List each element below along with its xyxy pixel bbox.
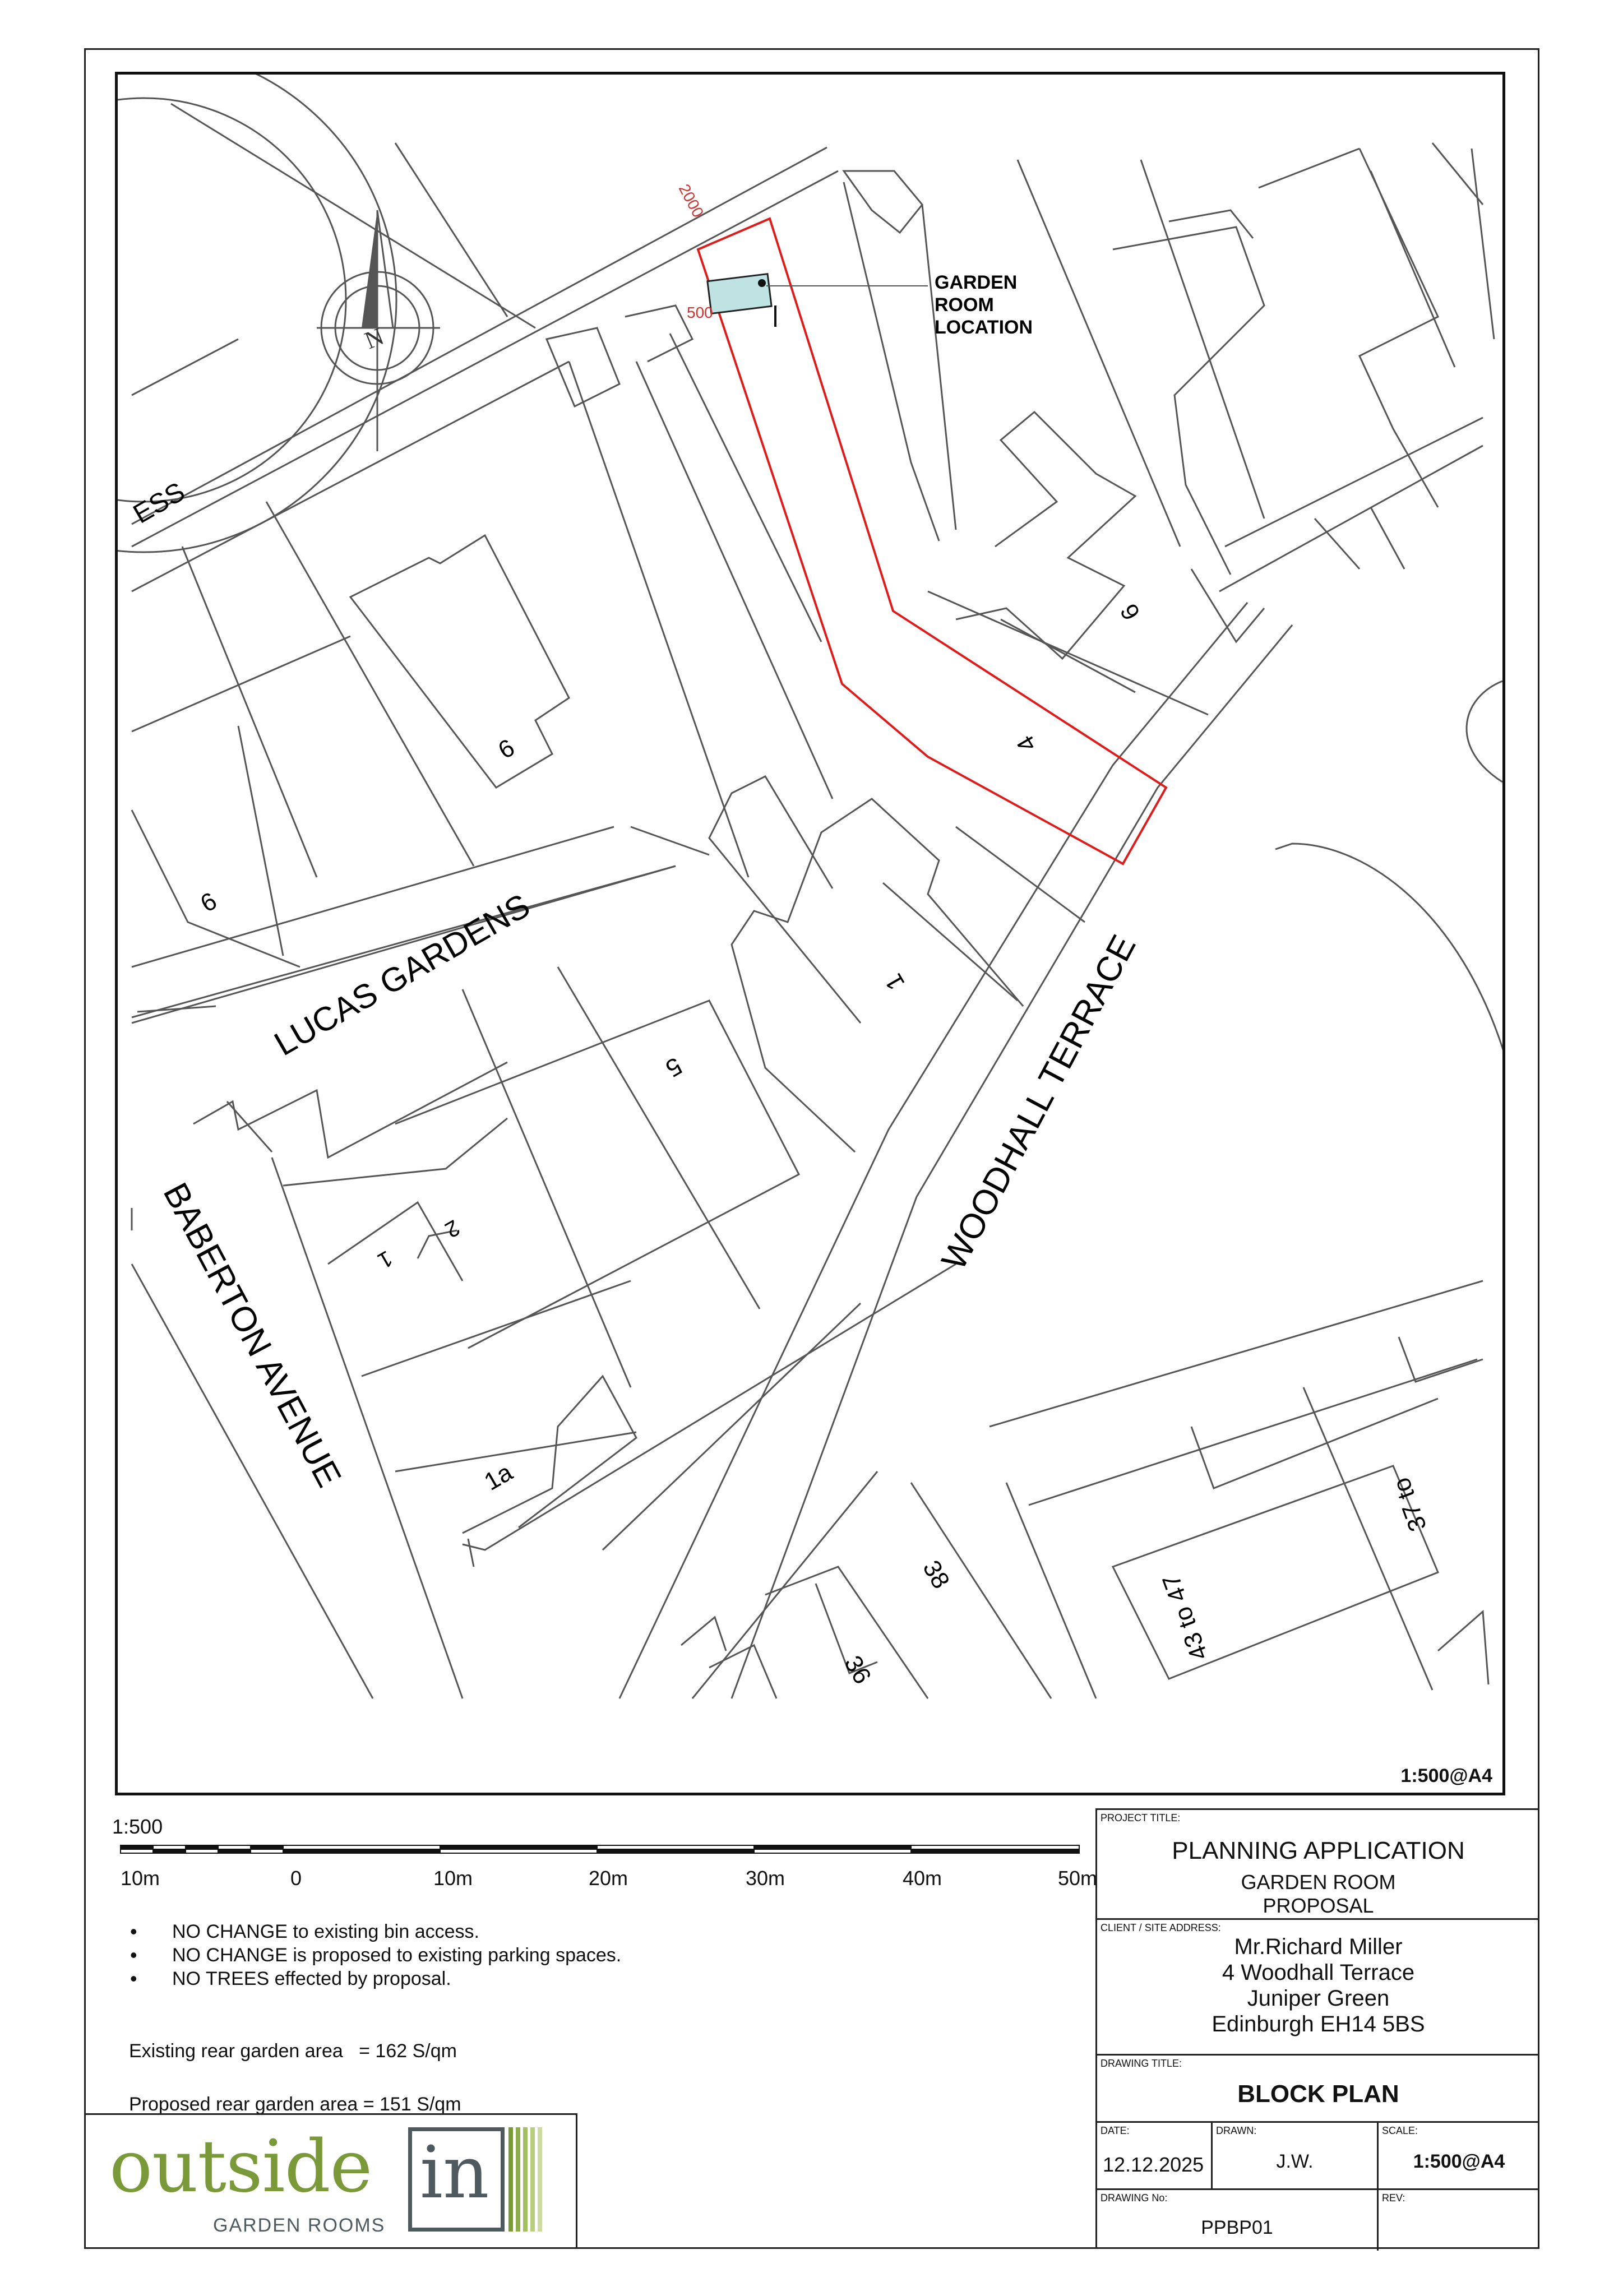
house-number: 9 [195, 886, 221, 918]
logo-stripes-icon [508, 2127, 542, 2232]
address-line: Juniper Green [1247, 1986, 1390, 2011]
logo-in-box [408, 2127, 505, 2232]
house-number: 43 to 47 [1157, 1571, 1214, 1664]
house-number: 1 [879, 969, 910, 995]
scale-label: 10m [120, 1867, 160, 1890]
tb-caption: PROJECT TITLE: [1101, 1812, 1181, 1823]
existing-garden-area: Existing rear garden area = 162 S/qm [129, 2040, 457, 2062]
tb-caption: DATE: [1101, 2125, 1130, 2136]
address-line: 4 Woodhall Terrace [1222, 1960, 1415, 1985]
house-number: 1 [373, 1246, 397, 1274]
project-title-sub: PROPOSAL [1263, 1894, 1374, 1917]
scale-label: 40m [902, 1867, 942, 1890]
scale-ratio: 1:500 [112, 1815, 163, 1838]
tb-caption: DRAWING TITLE: [1101, 2058, 1182, 2069]
dim-width: 2000 [675, 181, 708, 220]
company-logo [84, 2113, 577, 2249]
note-item: • NO CHANGE to existing bin access. [129, 1920, 621, 1943]
dim-depth: 500 [687, 304, 713, 321]
tb-caption: DRAWN: [1216, 2125, 1257, 2136]
ess-road-edge-1 [132, 147, 827, 524]
tb-caption: SCALE: [1382, 2125, 1418, 2136]
north-arrow-letter: N [360, 322, 388, 355]
site-boundary [698, 219, 1166, 864]
drawing-no-value: PPBP01 [1201, 2217, 1273, 2238]
project-title-main: PLANNING APPLICATION [1172, 1837, 1465, 1864]
scale-label: 0 [290, 1867, 302, 1890]
drawing-no-row [1097, 2190, 1539, 2251]
callout-line-2: ROOM [935, 294, 994, 316]
drawn-cell [1213, 2123, 1379, 2188]
drawing-title-row [1097, 2056, 1539, 2123]
roundabout-inner [118, 98, 346, 502]
house-number: 4 [1011, 730, 1042, 757]
house-number: 5 [660, 1052, 687, 1083]
drawing-title: BLOCK PLAN [1237, 2080, 1399, 2108]
house-number: 36 [839, 1651, 877, 1689]
tb-caption: DRAWING No: [1101, 2192, 1168, 2204]
date-cell [1097, 2123, 1213, 2188]
project-title-sub: GARDEN ROOM [1241, 1871, 1396, 1894]
callout-line-1: GARDEN [935, 272, 1018, 293]
house-number: 6 [1115, 599, 1146, 625]
map-scale-note: 1:500@A4 [1400, 1765, 1492, 1786]
house-number: 38 [917, 1556, 955, 1594]
site-map [115, 72, 1505, 1795]
map-linework [118, 75, 1502, 1793]
street-ess: ESS [128, 476, 190, 530]
scale-label: 20m [588, 1867, 628, 1890]
street-woodhall-terrace: WOODHALL TERRACE [934, 929, 1144, 1276]
scale-label: 30m [745, 1867, 785, 1890]
logo-box-word: in [420, 2131, 489, 2215]
drawing-no-cell [1097, 2190, 1379, 2251]
scale-label: 10m [433, 1867, 473, 1890]
street-baberton-avenue: BABERTON AVENUE [155, 1177, 349, 1493]
woodhall-road-edge-1 [619, 603, 1247, 1698]
block-43-47 [1113, 1466, 1438, 1679]
house-number: 37 to [1387, 1474, 1432, 1535]
scale-value: 1:500@A4 [1413, 2151, 1505, 2172]
house-6-left [350, 535, 569, 788]
client-address-row [1097, 1920, 1539, 2056]
tb-caption: REV: [1382, 2192, 1405, 2204]
house-1a [463, 1376, 636, 1533]
house-number: 1a [479, 1458, 517, 1496]
shed-top [844, 171, 922, 233]
proposed-garden-area: Proposed rear garden area = 151 S/qm [129, 2094, 461, 2115]
north-arrow-pointer [362, 210, 377, 328]
scale-label: 50m [1057, 1867, 1098, 1890]
title-block [1095, 1808, 1539, 2249]
note-item: • NO TREES effected by proposal. [129, 1967, 621, 1991]
house-number: 2 [441, 1215, 464, 1243]
scale-cell [1379, 2123, 1539, 2188]
drawn-value: J.W. [1276, 2151, 1314, 2172]
notes-list [129, 1920, 621, 1991]
project-title-row [1097, 1810, 1539, 1920]
tb-caption: CLIENT / SITE ADDRESS: [1101, 1922, 1221, 1933]
date-drawn-scale-row [1097, 2123, 1539, 2190]
client-name: Mr.Richard Miller [1234, 1934, 1403, 1959]
rev-cell [1379, 2190, 1539, 2251]
ess-road-edge-2 [132, 171, 838, 547]
house-6-right [956, 412, 1135, 659]
logo-tagline: GARDEN ROOMS [213, 2215, 386, 2236]
date-value: 12.12.2025 [1103, 2153, 1204, 2176]
street-lucas-gardens: LUCAS GARDENS [268, 886, 537, 1063]
scale-bar [112, 1839, 1099, 1861]
callout-line-3: LOCATION [935, 317, 1033, 338]
address-line: Edinburgh EH14 5BS [1212, 2012, 1425, 2036]
note-item: • NO CHANGE is proposed to existing parking spaces. [129, 1943, 621, 1967]
logo-word: outside [109, 2125, 372, 2209]
house-number: 6 [493, 733, 520, 765]
